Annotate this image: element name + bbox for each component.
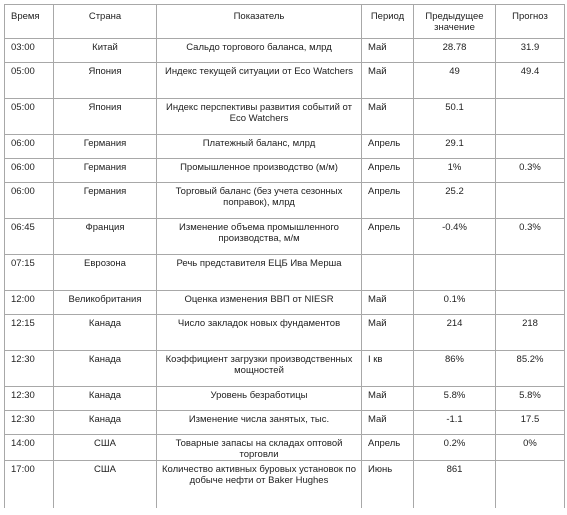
cell-time: 03:00	[5, 39, 54, 63]
cell-time: 12:30	[5, 411, 54, 435]
header-period: Период	[362, 5, 414, 39]
cell-forecast: 49.4	[496, 63, 565, 99]
calendar-container	[4, 4, 565, 508]
cell-forecast: 31.9	[496, 39, 565, 63]
cell-forecast	[496, 135, 565, 159]
cell-forecast: 5.8%	[496, 387, 565, 411]
cell-forecast	[496, 255, 565, 291]
cell-time: 12:00	[5, 291, 54, 315]
cell-indicator: Товарные запасы на складах оптовой торговли	[157, 435, 362, 461]
cell-indicator: Количество активных буровых установок по добыче нефти от Baker Hughes	[157, 461, 362, 508]
cell-country: Япония	[54, 63, 157, 99]
cell-forecast: 17.5	[496, 411, 565, 435]
cell-time: 12:15	[5, 315, 54, 351]
cell-country: Великобритания	[54, 291, 157, 315]
cell-previous: 5.8%	[414, 387, 496, 411]
cell-indicator: Индекс текущей ситуации от Eco Watchers	[157, 63, 362, 99]
table-row	[5, 219, 565, 255]
cell-period: Апрель	[362, 219, 414, 255]
cell-period: Май	[362, 387, 414, 411]
cell-country: США	[54, 461, 157, 508]
cell-time: 07:15	[5, 255, 54, 291]
cell-indicator: Речь представителя ЕЦБ Ива Мерша	[157, 255, 362, 291]
cell-time: 06:00	[5, 159, 54, 183]
header-previous: Предыдущее значение	[414, 5, 496, 39]
economic-calendar-table	[4, 4, 565, 508]
cell-indicator: Изменение числа занятых, тыс.	[157, 411, 362, 435]
cell-period: Апрель	[362, 135, 414, 159]
table-row	[5, 387, 565, 411]
cell-previous: -0.4%	[414, 219, 496, 255]
cell-period: I кв	[362, 351, 414, 387]
cell-country: Канада	[54, 351, 157, 387]
table-row	[5, 183, 565, 219]
cell-country: Германия	[54, 159, 157, 183]
cell-previous	[414, 255, 496, 291]
cell-time: 14:00	[5, 435, 54, 461]
cell-period: Апрель	[362, 183, 414, 219]
cell-forecast: 0%	[496, 435, 565, 461]
cell-period: Май	[362, 99, 414, 135]
table-header-row	[5, 5, 565, 39]
header-forecast: Прогноз	[496, 5, 565, 39]
cell-previous: 861	[414, 461, 496, 508]
cell-indicator: Платежный баланс, млрд	[157, 135, 362, 159]
cell-previous: 25.2	[414, 183, 496, 219]
table-row	[5, 315, 565, 351]
cell-time: 06:45	[5, 219, 54, 255]
table-row	[5, 291, 565, 315]
table-row	[5, 255, 565, 291]
cell-period: Май	[362, 63, 414, 99]
cell-indicator: Коэффициент загрузки производственных мощностей	[157, 351, 362, 387]
cell-indicator: Сальдо торгового баланса, млрд	[157, 39, 362, 63]
cell-period: Май	[362, 291, 414, 315]
table-row	[5, 135, 565, 159]
cell-indicator: Промышленное производство (м/м)	[157, 159, 362, 183]
cell-indicator: Торговый баланс (без учета сезонных поправок), млрд	[157, 183, 362, 219]
cell-forecast	[496, 291, 565, 315]
cell-forecast	[496, 461, 565, 508]
cell-country: Канада	[54, 387, 157, 411]
cell-country: Китай	[54, 39, 157, 63]
cell-country: Еврозона	[54, 255, 157, 291]
cell-time: 17:00	[5, 461, 54, 508]
cell-previous: 0.1%	[414, 291, 496, 315]
cell-country: Германия	[54, 135, 157, 159]
cell-period: Май	[362, 315, 414, 351]
cell-forecast: 85.2%	[496, 351, 565, 387]
header-indicator: Показатель	[157, 5, 362, 39]
cell-previous: 214	[414, 315, 496, 351]
cell-period: Июнь	[362, 461, 414, 508]
table-row	[5, 99, 565, 135]
cell-time: 05:00	[5, 63, 54, 99]
table-row	[5, 435, 565, 461]
cell-period: Май	[362, 39, 414, 63]
cell-country: Япония	[54, 99, 157, 135]
table-row	[5, 411, 565, 435]
cell-time: 05:00	[5, 99, 54, 135]
table-row	[5, 159, 565, 183]
cell-forecast	[496, 99, 565, 135]
cell-time: 06:00	[5, 183, 54, 219]
cell-forecast: 218	[496, 315, 565, 351]
cell-indicator: Уровень безработицы	[157, 387, 362, 411]
cell-previous: 28.78	[414, 39, 496, 63]
cell-previous: 86%	[414, 351, 496, 387]
cell-previous: 50.1	[414, 99, 496, 135]
cell-period: Май	[362, 411, 414, 435]
cell-indicator: Число закладок новых фундаментов	[157, 315, 362, 351]
cell-time: 12:30	[5, 351, 54, 387]
cell-indicator: Оценка изменения ВВП от NIESR	[157, 291, 362, 315]
cell-country: Франция	[54, 219, 157, 255]
cell-previous: 0.2%	[414, 435, 496, 461]
cell-country: Канада	[54, 315, 157, 351]
header-time: Время	[5, 5, 54, 39]
cell-indicator: Изменение объема промышленного производства, м/м	[157, 219, 362, 255]
table-row	[5, 351, 565, 387]
cell-previous: 49	[414, 63, 496, 99]
header-country: Страна	[54, 5, 157, 39]
cell-forecast: 0.3%	[496, 159, 565, 183]
cell-period: Апрель	[362, 435, 414, 461]
table-row	[5, 63, 565, 99]
cell-forecast	[496, 183, 565, 219]
cell-forecast: 0.3%	[496, 219, 565, 255]
cell-previous: 1%	[414, 159, 496, 183]
cell-period: Апрель	[362, 159, 414, 183]
cell-country: Канада	[54, 411, 157, 435]
cell-indicator: Индекс перспективы развития событий от Eco Watchers	[157, 99, 362, 135]
table-row	[5, 461, 565, 508]
cell-previous: 29.1	[414, 135, 496, 159]
cell-country: США	[54, 435, 157, 461]
cell-period	[362, 255, 414, 291]
cell-country: Германия	[54, 183, 157, 219]
cell-previous: -1.1	[414, 411, 496, 435]
cell-time: 06:00	[5, 135, 54, 159]
table-row	[5, 39, 565, 63]
cell-time: 12:30	[5, 387, 54, 411]
